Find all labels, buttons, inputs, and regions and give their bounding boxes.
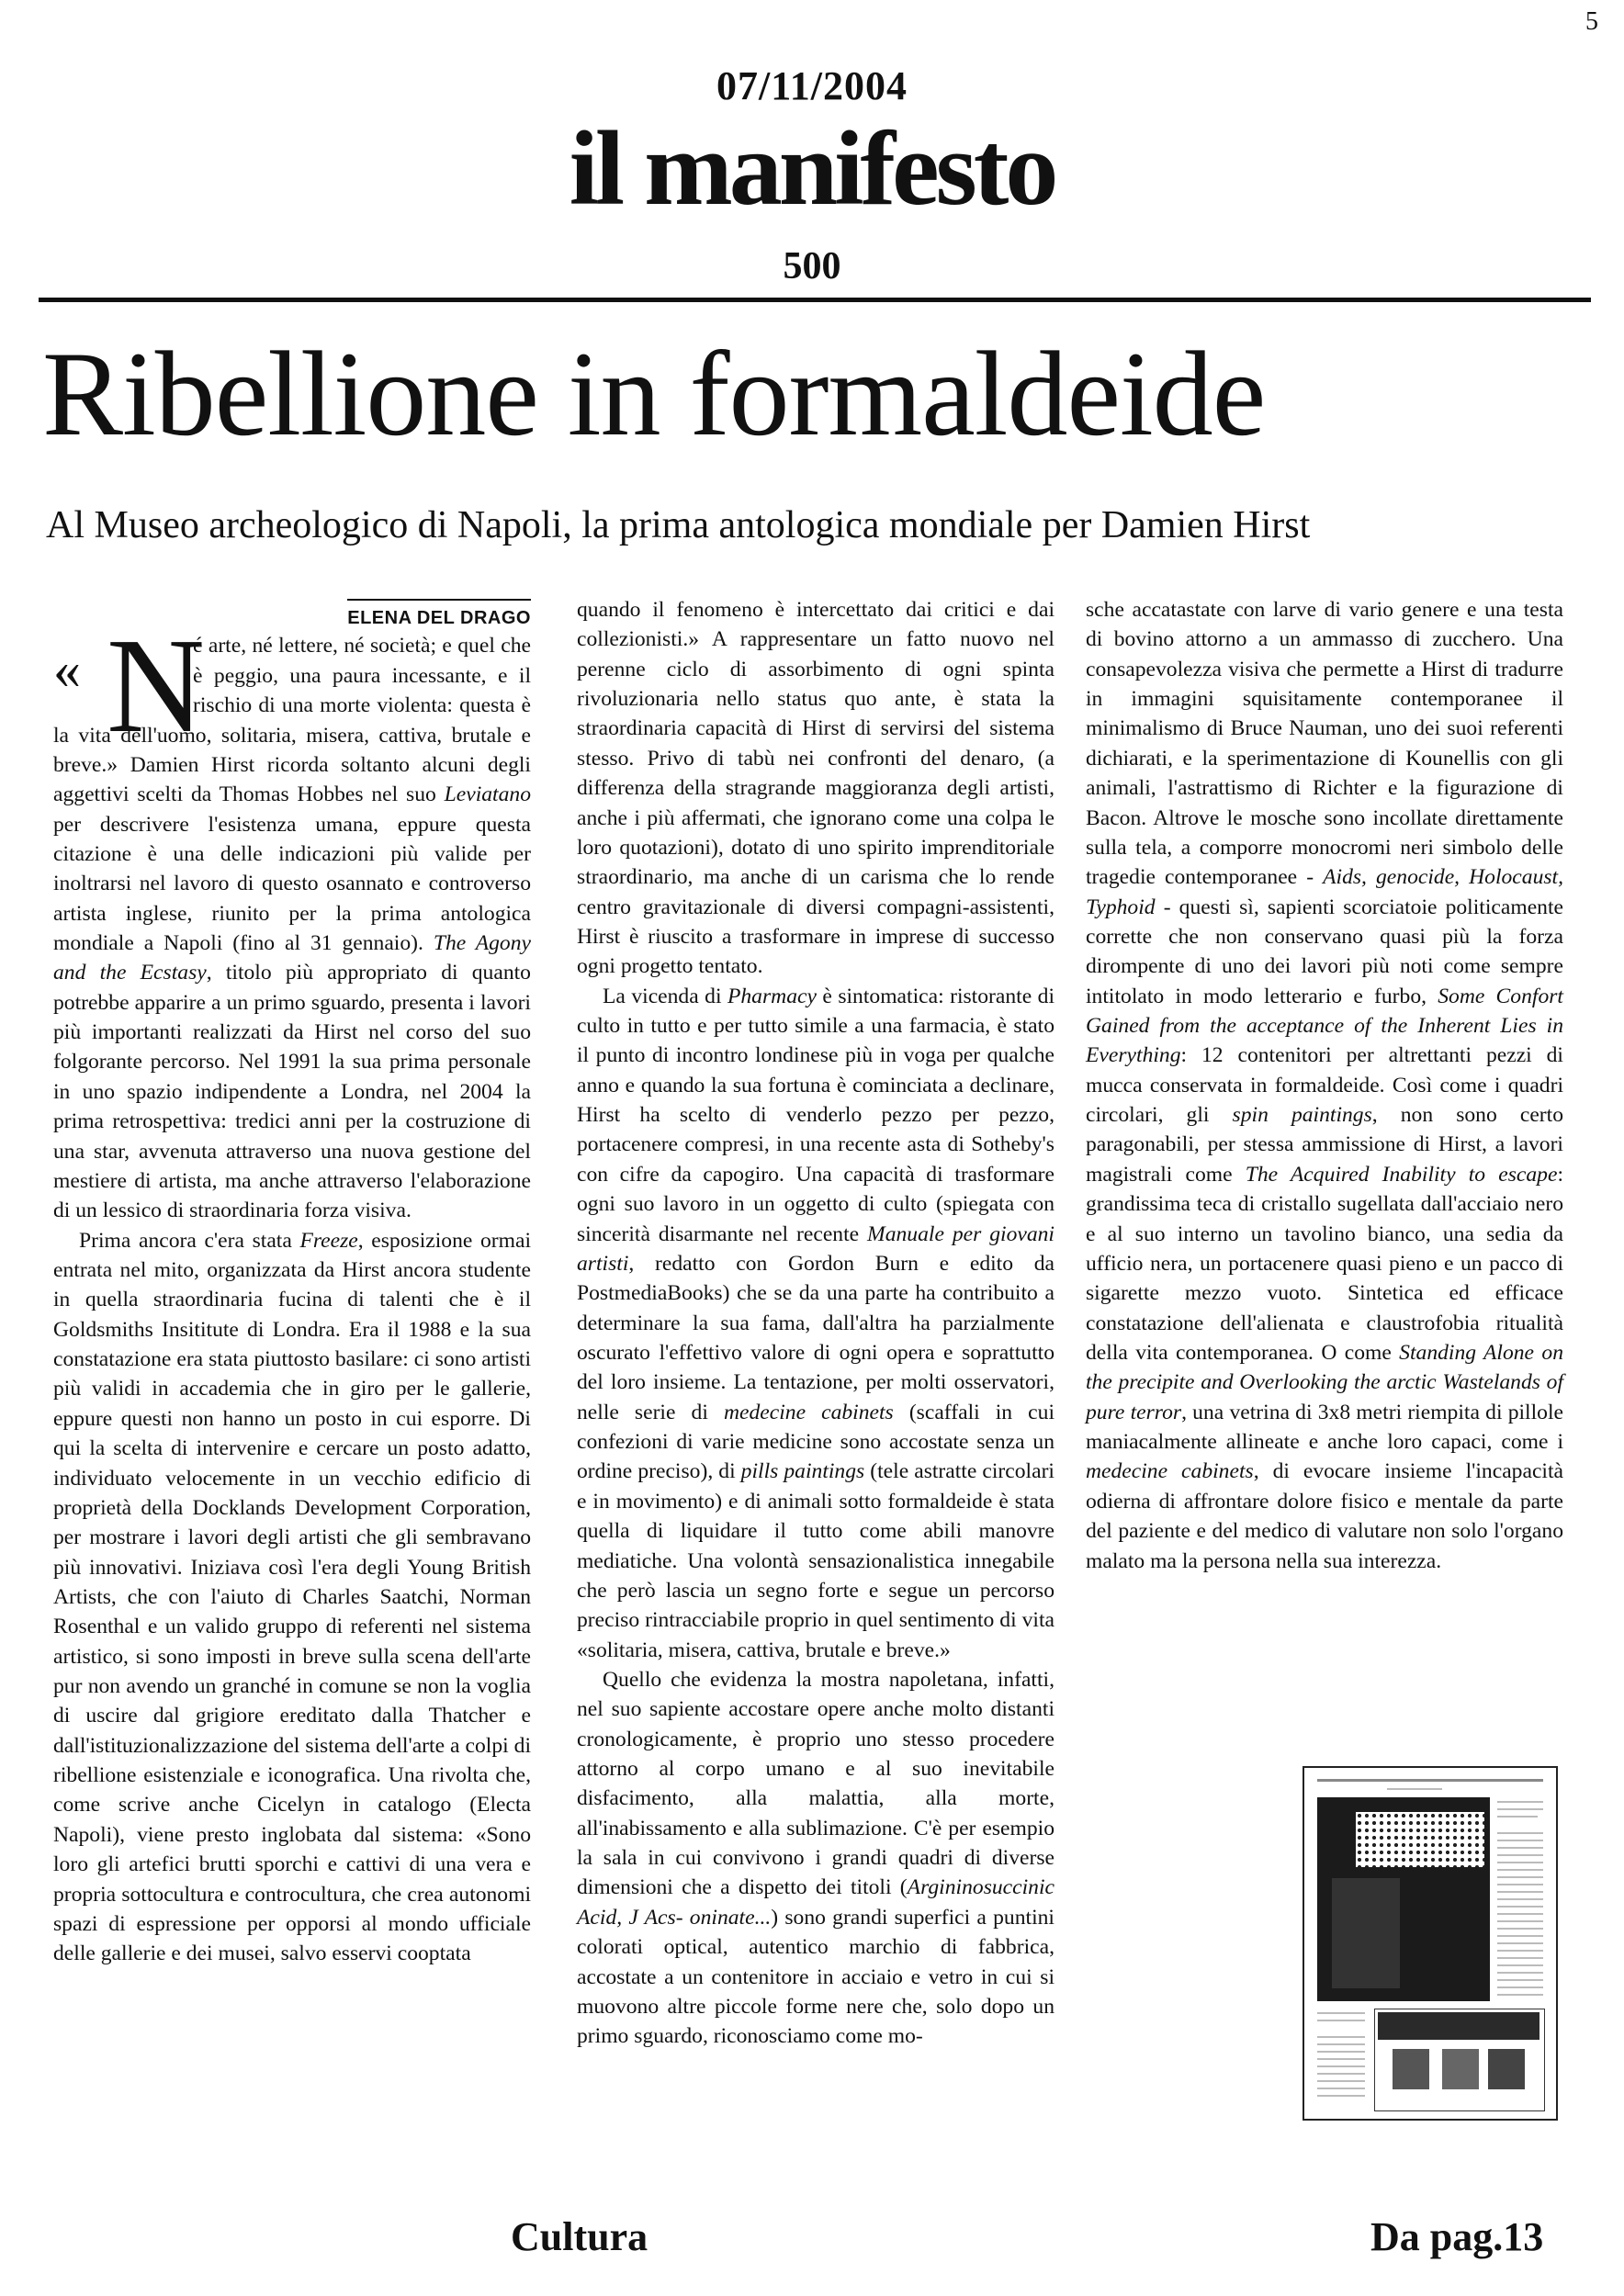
footer-section-label: Cultura [511, 2214, 648, 2259]
thumb-text-line [1317, 2065, 1365, 2067]
thumb-text-line [1497, 1816, 1538, 1818]
thumb-advert-header [1378, 2012, 1539, 2040]
drop-cap-guillemet: « [53, 639, 81, 701]
work-title: Some Confort Gained from the acceptance of the Inherent Lies in Everything [1086, 984, 1563, 1068]
thumb-text-line [1317, 2095, 1365, 2097]
thumb-text-line [1497, 1906, 1543, 1908]
paragraph-text: : grandissima teca di cristallo sugellata dall'acciaio nero e al suo interno un tavolino bianco, una sedia da ufficio nera, un portacenere quasi pieno e un pacco di sigarette mezzo vuoto. Sintetica ed efficace constatazione dell'alienata e claustrofobia ritualità della vita contemporanea. O come [1086, 1162, 1563, 1365]
masthead-rule [39, 298, 1591, 302]
footer-source-page: Da pag.13 [1370, 2214, 1544, 2259]
paragraph-text: (tele astratte circolari e in movimento) e di animali sotto formaldeide è stata quella di liquidare il tutto come abili manovre mediatiche. Una volontà sensazionalistica innegabile che però lascia un segno forte e segue un percorso preciso rintracciabile proprio in quel sentimento di vita «solitaria, misera, cattiva, brutale e breve.» [577, 1459, 1054, 1662]
thumb-text-line [1497, 1854, 1543, 1856]
paragraph-text: , titolo più appropriato di quanto potrebbe apparire a un primo sguardo, presenta i lavori più importanti realizzati da Hirst nel corso del suo folgorante percorso. Nel 1991 la sua prima personale in uno spazio indipendente a Londra, nel 2004 la prima retrospettiva: tredici anni per la costruzione di una star, avvenuta attraverso una nuova gestione del mestiere di artista, ma anche attraverso l'elaborazione di un lessico di straordinaria forza visiva. [53, 961, 531, 1223]
thumb-text-line [1497, 1964, 1543, 1966]
thumb-text-line [1497, 1972, 1543, 1974]
page-number: 5 [1585, 7, 1598, 36]
work-title: The Acquired Inability to escape [1245, 1162, 1558, 1187]
thumb-text-line [1497, 1957, 1543, 1959]
thumb-text-line [1497, 1898, 1543, 1900]
thumb-text-line [1497, 1884, 1543, 1885]
thumb-text-line [1317, 2020, 1365, 2021]
thumb-text-line [1497, 1935, 1543, 1937]
work-title: medecine cabinets [723, 1400, 894, 1424]
article-column-2 [577, 595, 1054, 2052]
thumb-header-line [1387, 1788, 1442, 1790]
paragraph-text: per descrivere l'esistenza umana, eppure questa citazione è una delle indicazioni più valide per inoltrarsi nel lavoro di questo osannato e controverso artista inglese, riunito per la prima antologica mondiale a Napoli (fino al 31 gennaio). [53, 812, 531, 956]
thumb-text-line [1497, 1928, 1543, 1930]
thumb-advert-image [1393, 2049, 1429, 2089]
thumb-text-line [1497, 1840, 1543, 1841]
paragraph-text: ) sono grandi superfici a puntini colorati optical, autentico marchio di fabbrica, accostate a un contenitore in acciaio e vetro in cui si muovono altre piccole forme nere che, solo dopo un primo sguardo, riconosciamo come mo- [577, 1905, 1054, 2049]
thumb-text-line [1497, 1986, 1543, 1988]
masthead-issue-number: 500 [783, 245, 841, 287]
work-title: pills paintings [740, 1459, 865, 1484]
thumb-text-line [1317, 2012, 1365, 2014]
thumb-text-line [1317, 2051, 1365, 2053]
work-title: Manuale per giovani artisti [577, 1221, 1054, 1276]
thumb-text-line [1317, 2080, 1365, 2082]
thumb-text-line [1317, 2058, 1365, 2060]
thumb-text-line [1497, 1869, 1543, 1871]
paragraph-text: , non sono certo paragonabili, per stessa ammissione di Hirst, a lavori magistrali come [1086, 1103, 1563, 1187]
thumb-photo-detail [1332, 1878, 1400, 1988]
work-title: Argininosuccinic Acid, J Acs- oninate... [577, 1875, 1054, 1930]
thumb-text-line [1317, 2043, 1365, 2045]
article-headline: Ribellione in formaldeide [42, 326, 1266, 461]
thumb-text-line [1497, 1862, 1543, 1863]
masthead-date: 07/11/2004 [716, 63, 908, 108]
work-title: spin paintings [1232, 1103, 1372, 1128]
thumb-text-line [1497, 1994, 1543, 1996]
thumb-advert-image [1442, 2049, 1479, 2089]
paragraph-text: Quello che evidenza la mostra napoletana, infatti, nel suo sapiente accostare opere anche molto distanti cronologicamente, è proprio uno stesso procedere attorno al corpo umano e al suo inevitabile disfacimento, alla malattia, alla morte, all'inabissamento e alla sublimazione. C'è per esempio la sala in cui convivono i grandi quadri di diverse dimensioni che a dispetto dei titoli ( [577, 1667, 1054, 1900]
paragraph-text: : 12 contenitori per altrettanti pezzi di mucca conservata in formaldeide. Così come i quadri circolari, gli [1086, 1043, 1563, 1128]
work-title: medecine cabinets [1086, 1459, 1254, 1484]
paragraph-text: La vicenda di [603, 984, 727, 1008]
article-column-1 [53, 595, 531, 1969]
paragraph-text: - questi sì, sapienti scorciatoie politicamente corrette che non conservano quasi più la forza dirompente di uno dei lavori più noti come sempre intitolato in modo letterario e furbo, [1086, 895, 1563, 1008]
paragraph-text: sche accatastate con larve di vario genere e una testa di bovino attorno a un ammasso di zucchero. Una consapevolezza visiva che permette a Hirst di tradurre in immagini squisitamente contemporanee il minimalismo di Bruce Nauman, uno dei suoi referenti dichiarati, e la sperimentazione di Kounellis con gli animali, l'astrattismo di Richter e la figurazione di Bacon. Altrove le mosche sono incollate direttamente sulla tela, a comporre monocromi neri simbolo delle tragedie contemporanee - [1086, 598, 1563, 890]
paragraph-text: , redatto con Gordon Burn e edito da PostmediaBooks) che se da una parte ha contribuito a determinare la sua fama, dall'altra ha parzialmente oscurato l'effettivo valore di ogni opera e soprattutto del loro insieme. La tentazione, per molti osservatori, nelle serie di [577, 1251, 1054, 1424]
byline-rule [347, 599, 531, 601]
paragraph-text: é arte, né lettere, né società; e quel che è peggio, una paura incessante, e il rischio di una morte violenta: questa è la vita dell'uomo, solitaria, misera, cattiva, brutale e breve.» Damien Hirst ricorda soltanto alcuni degli aggettivi scelti da Thomas Hobbes nel suo [53, 634, 531, 807]
thumb-text-line [1497, 1942, 1543, 1944]
thumb-text-line [1497, 1801, 1543, 1803]
work-title: Standing Alone on the precipite and Overlooking the arctic Wastelands of pure terror [1086, 1340, 1563, 1424]
thumb-dot-painting [1356, 1812, 1484, 1867]
work-title: Leviatano [444, 782, 531, 807]
masthead-title: il manifesto [569, 110, 1055, 228]
thumb-text-line [1497, 1891, 1543, 1893]
paragraph-text: , di evocare insieme l'incapacità odierna di affrontare dolore fisico e mentale da parte del paziente e del medico di valutare non solo l'organo malato ma la persona nella sua interezza. [1086, 1459, 1563, 1573]
drop-cap-letter: N [107, 611, 205, 762]
paragraph-text: , una vetrina di 3x8 metri riempita di pillole maniacalmente allineate e anche loro capaci, come i [1086, 1400, 1563, 1455]
article-subhead: Al Museo archeologico di Napoli, la prima antologica mondiale per Damien Hirst [46, 504, 1311, 546]
paragraph-text: Prima ancora c'era stata [79, 1228, 300, 1253]
thumb-text-line [1497, 1913, 1543, 1915]
thumb-rule [1317, 1779, 1543, 1782]
work-title: Aids, genocide, Holocaust, Typhoid [1086, 865, 1564, 919]
work-title: Freeze [299, 1228, 358, 1253]
byline: ELENA DEL DRAGO [347, 608, 531, 628]
thumb-text-line [1497, 1847, 1543, 1849]
work-title: Pharmacy [727, 984, 817, 1008]
thumb-text-line [1317, 2036, 1365, 2038]
thumb-text-line [1317, 2088, 1365, 2089]
thumb-text-line [1317, 2073, 1365, 2075]
thumb-advert-image [1488, 2049, 1525, 2089]
thumb-text-line [1497, 1808, 1543, 1810]
paragraph-text: quando il fenomeno è intercettato dai critici e dai collezionisti.» A rappresentare un fatto nuovo nel perenne ciclo di assorbimento di ogni spinta rivoluzionaria nello status quo ante, è stata la straordinaria capacità di Hirst di servirsi del sistema stesso. Privo di tabù nei confronti del denaro, (a differenza della stragrande maggioranza degli artisti, anche i più affermati, che ignorano come una colpa le loro quotazioni), dotato di uno spirito imprenditoriale straordinario, ma anche di un carisma che lo rende centro gravitazionale di diversi compagni-assistenti, Hirst è riuscito a trasformare in imprese di successo ogni progetto tentato. [577, 598, 1054, 979]
work-title: The Agony and the Ecstasy [53, 931, 532, 985]
paragraph-text: è sintomatica: ristorante di culto in tutto e per tutto simile a una farmacia, è stato il punto di incontro londinese più in voga per qualche anno e quando la sua fortuna è cominciata a declinare, Hirst ha scelto di venderlo pezzo per pezzo, portacenere compresi, in una recente asta di Sotheby's con cifre da capogiro. Una capacità di trasformare ogni suo lavoro in un oggetto di culto (spiegata con sincerità disarmante nel recente [577, 984, 1054, 1246]
paragraph-text: (scaffali in cui confezioni di varie medicine sono accostate senza un ordine preciso), di [577, 1400, 1054, 1484]
paragraph-text: , esposizione ormai entrata nel mito, organizzata da Hirst ancora studente in quella straordinaria fucina di talenti che è il Goldsmiths Insititute di Londra. Era il 1988 e la sua constatazione era stata piuttosto basilare: ci sono artisti più validi in accademia che in giro per le gallerie, eppure questi non hanno un posto in cui esporre. Di qui la scelta di intervenire e cercare un posto adatto, individuato velocemente in un vecchio edificio di proprietà della Docklands Development Corporation, per mostrare i lavori degli artisti che gli sembravano più innovativi. Iniziava così l'era degli Young British Artists, che con l'aiuto di Charles Saatchi, Norman Rosenthal e un valido gruppo di referenti nel sistema artistico, si sono imposti in breve sulla scena dell'arte pur non avendo un granché in comune se non la voglia di uscire dal grigiore ereditato dalla Thatcher e dall'istituzionalizzazione del sistema dell'arte a colpi di ribellione esistenziale e iconografica. Una rivolta che, come scrive anche Cicelyn in catalogo (Electa Napoli), viene presto inglobata dal sistema: «Sono loro gli artefici brutti sporchi e cattivi di una vera e propria sottocultura e controcultura, che crea autonomi spazi di espressione per opporsi al mondo ufficiale delle gallerie e dei musei, salvo esservi cooptata [53, 1228, 531, 1966]
thumb-text-line [1497, 1832, 1543, 1834]
article-column-3 [1086, 595, 1563, 1576]
source-page-thumbnail [1303, 1766, 1558, 2121]
thumb-text-line [1497, 1876, 1543, 1878]
thumb-text-line [1497, 1979, 1543, 1981]
thumb-text-line [1497, 1950, 1543, 1952]
thumb-text-line [1497, 1920, 1543, 1922]
drop-cap [53, 611, 205, 762]
